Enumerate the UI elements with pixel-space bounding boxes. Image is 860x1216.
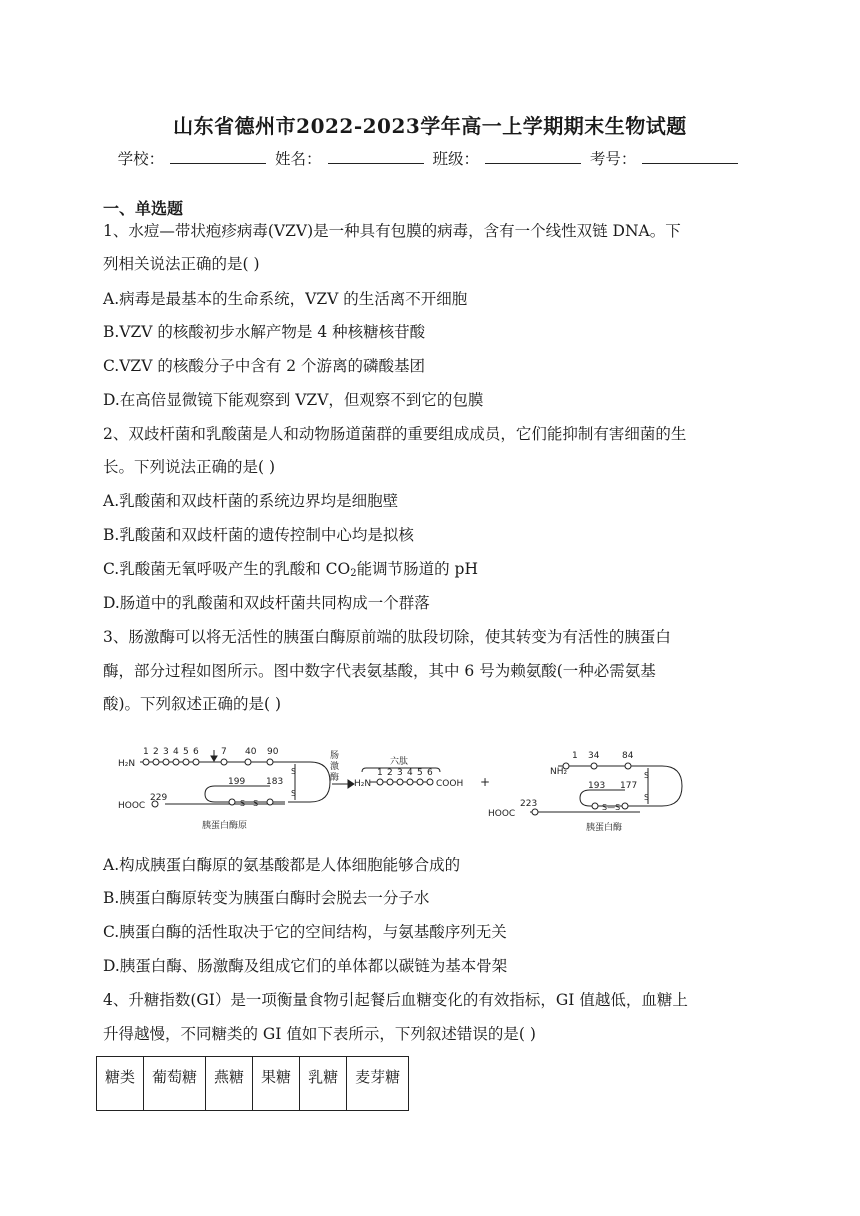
left-residue-number: 6 [193,747,199,757]
right-loop-number: 193 [588,781,606,791]
hexapeptide-dot [417,779,423,785]
right-residue-number: 84 [622,751,634,761]
enzyme-label-part: 肠 [330,751,340,761]
q2-option-c-subscript: 2 [350,568,357,579]
q3-stem-line3: 酸)。下列叙述正确的是( ) [103,695,282,713]
right-residue-dot [591,763,597,769]
left-caption: 胰蛋白酶原 [202,821,248,831]
name-label: 姓名： [275,150,322,168]
q2-option-c-text: C.乳酸菌无氧呼吸产生的乳酸和 CO [103,560,351,578]
q3-stem-line1: 3、肠激酶可以将无活性的胰蛋白酶原前端的肽段切除，使其转变为有活性的胰蛋白 [103,628,671,646]
left-residue-dot [193,759,199,765]
q4-stem-line1: 4、升糖指数(GI）是一项衡量食物引起餐后血糖变化的有效指标，GI 值越低，血糖上 [103,991,688,1009]
gi-table [96,1056,409,1111]
enzyme-label-part: 酶 [330,773,340,783]
q4-stem-line2: 升得越慢，不同糖类的 GI 值如下表所示，下列叙述错误的是( ) [103,1025,536,1043]
left-disulfide-label: S—S [240,799,259,808]
left-residue-dot [267,759,273,765]
enzyme-label-part: 激 [330,762,340,772]
left-residue-number: 1 [143,747,149,757]
hexapeptide-number: 3 [397,768,403,778]
gi-table-header-row [97,1057,409,1111]
hexapeptide-number: 1 [377,768,383,778]
q3-stem-line2: 酶，部分过程如图所示。图中数字代表氨基酸，其中 6 号为赖氨酸(一种必需氨基 [103,662,656,680]
right-c-terminus: HOOC [488,809,516,819]
gi-header-cell: 葡萄糖 [144,1057,206,1111]
hexapeptide-number: 4 [407,768,413,778]
right-caption: 胰蛋白酶 [586,823,623,833]
hexapeptide-c: COOH [436,779,464,789]
hexapeptide-dot [407,779,413,785]
q1-option-d: D.在高倍显微镜下能观察到 VZV，但观察不到它的包膜 [103,391,484,409]
left-loop-dot [229,799,235,805]
right-residue-dot [625,763,631,769]
section-heading: 一、单选题 [103,199,184,218]
hexapeptide-number: 2 [387,768,393,778]
right-residue-number: 1 [572,751,578,761]
right-loop-dot [592,803,598,809]
hexapeptide-dot [427,779,433,785]
name-blank[interactable] [328,149,424,164]
hexapeptide-label: 六肽 [390,757,409,767]
left-residue-dot [245,759,251,765]
q3-option-b: B.胰蛋白酶原转变为胰蛋白酶时会脱去一分子水 [103,889,430,907]
q1-option-b: B.VZV 的核酸初步水解产物是 4 种核糖核苷酸 [103,323,426,341]
right-residue-number: 34 [588,751,600,761]
q2-stem-line2: 长。下列说法正确的是( ) [103,458,276,476]
right-loop-number: 177 [620,781,638,791]
student-info-row [0,147,860,169]
class-label: 班级： [432,150,479,168]
left-loop-number: 183 [266,777,284,787]
left-residue-number: 7 [221,747,227,757]
left-loop-dot [267,799,273,805]
hexapeptide-number: 6 [427,768,433,778]
gi-header-cell: 麦芽糖 [347,1057,409,1111]
left-residue-dot [143,759,149,765]
left-residue-dot [173,759,179,765]
exam-number-blank[interactable] [642,149,738,164]
hexapeptide-n: H₂N [354,779,372,789]
q2-option-a: A.乳酸菌和双歧杆菌的系统边界均是细胞壁 [103,492,399,510]
plus-sign: + [480,775,491,789]
q1-stem-line1: 1、水痘—带状疱疹病毒(VZV)是一种具有包膜的病毒，含有一个线性双链 DNA。下 [103,222,681,240]
q1-stem-line2: 列相关说法正确的是( ) [103,255,260,273]
left-s-top: S [291,767,297,776]
q2-option-b: B.乳酸菌和双歧杆菌的遗传控制中心均是拟核 [103,526,414,544]
left-residue-number: 3 [163,747,169,757]
left-residue-dot [221,759,227,765]
left-residue-number: 2 [153,747,159,757]
class-blank[interactable] [485,149,581,164]
left-c-terminus: HOOC [118,801,146,811]
gi-header-cell: 糖类 [97,1057,144,1111]
hexapeptide-dot [387,779,393,785]
right-n-terminus: NH₂ [550,767,568,777]
q2-option-c [103,559,478,584]
diagram-svg [110,742,710,842]
gi-header-cell: 乳糖 [300,1057,347,1111]
left-n-terminus: H₂N [118,759,136,769]
left-residue-number: 90 [267,747,279,757]
left-residue-dot [163,759,169,765]
school-label: 学校： [117,150,165,168]
exam-number-label: 考号： [589,150,637,168]
trypsinogen-activation-diagram [110,742,710,842]
q3-option-a: A.构成胰蛋白酶原的氨基酸都是人体细胞能够合成的 [103,856,461,874]
hexapeptide-dot [397,779,403,785]
q2-option-c-tail: 能调节肠道的 pH [356,560,478,578]
left-s-bottom: S [291,789,297,798]
q1-option-a: A.病毒是最基本的生命系统，VZV 的生活离不开细胞 [103,290,468,308]
left-residue-dot [153,759,159,765]
left-residue-number: 40 [245,747,257,757]
right-loop-dot [622,803,628,809]
q3-option-d: D.胰蛋白酶、肠激酶及组成它们的单体都以碳链为基本骨架 [103,957,508,975]
right-c-dot [532,809,538,815]
q2-option-d: D.肠道中的乳酸菌和双歧杆菌共同构成一个群落 [103,594,430,612]
left-loop-number: 199 [228,777,246,787]
cleavage-arrowhead [211,756,217,761]
hexapeptide-number: 5 [417,768,423,778]
left-residue-number: 5 [183,747,189,757]
right-s-bottom: S [644,793,650,802]
left-residue-number: 4 [173,747,179,757]
gi-header-cell: 果糖 [253,1057,300,1111]
q2-stem-line1: 2、双歧杆菌和乳酸菌是人和动物肠道菌群的重要组成成员，它们能抑制有害细菌的生 [103,425,687,443]
right-disulfide-label: S—S [602,803,621,812]
q3-option-c: C.胰蛋白酶的活性取决于它的空间结构，与氨基酸序列无关 [103,923,507,941]
page-title: 山东省德州市2022-2023学年高一上学期期末生物试题 [173,114,687,138]
gi-header-cell: 燕糖 [206,1057,253,1111]
q1-option-c: C.VZV 的核酸分子中含有 2 个游离的磷酸基团 [103,357,426,375]
school-blank[interactable] [170,149,266,164]
left-c-number: 229 [150,793,168,803]
hexapeptide-dot [377,779,383,785]
right-s-top: S [644,771,650,780]
left-residue-dot [183,759,189,765]
right-c-number: 223 [520,799,538,809]
